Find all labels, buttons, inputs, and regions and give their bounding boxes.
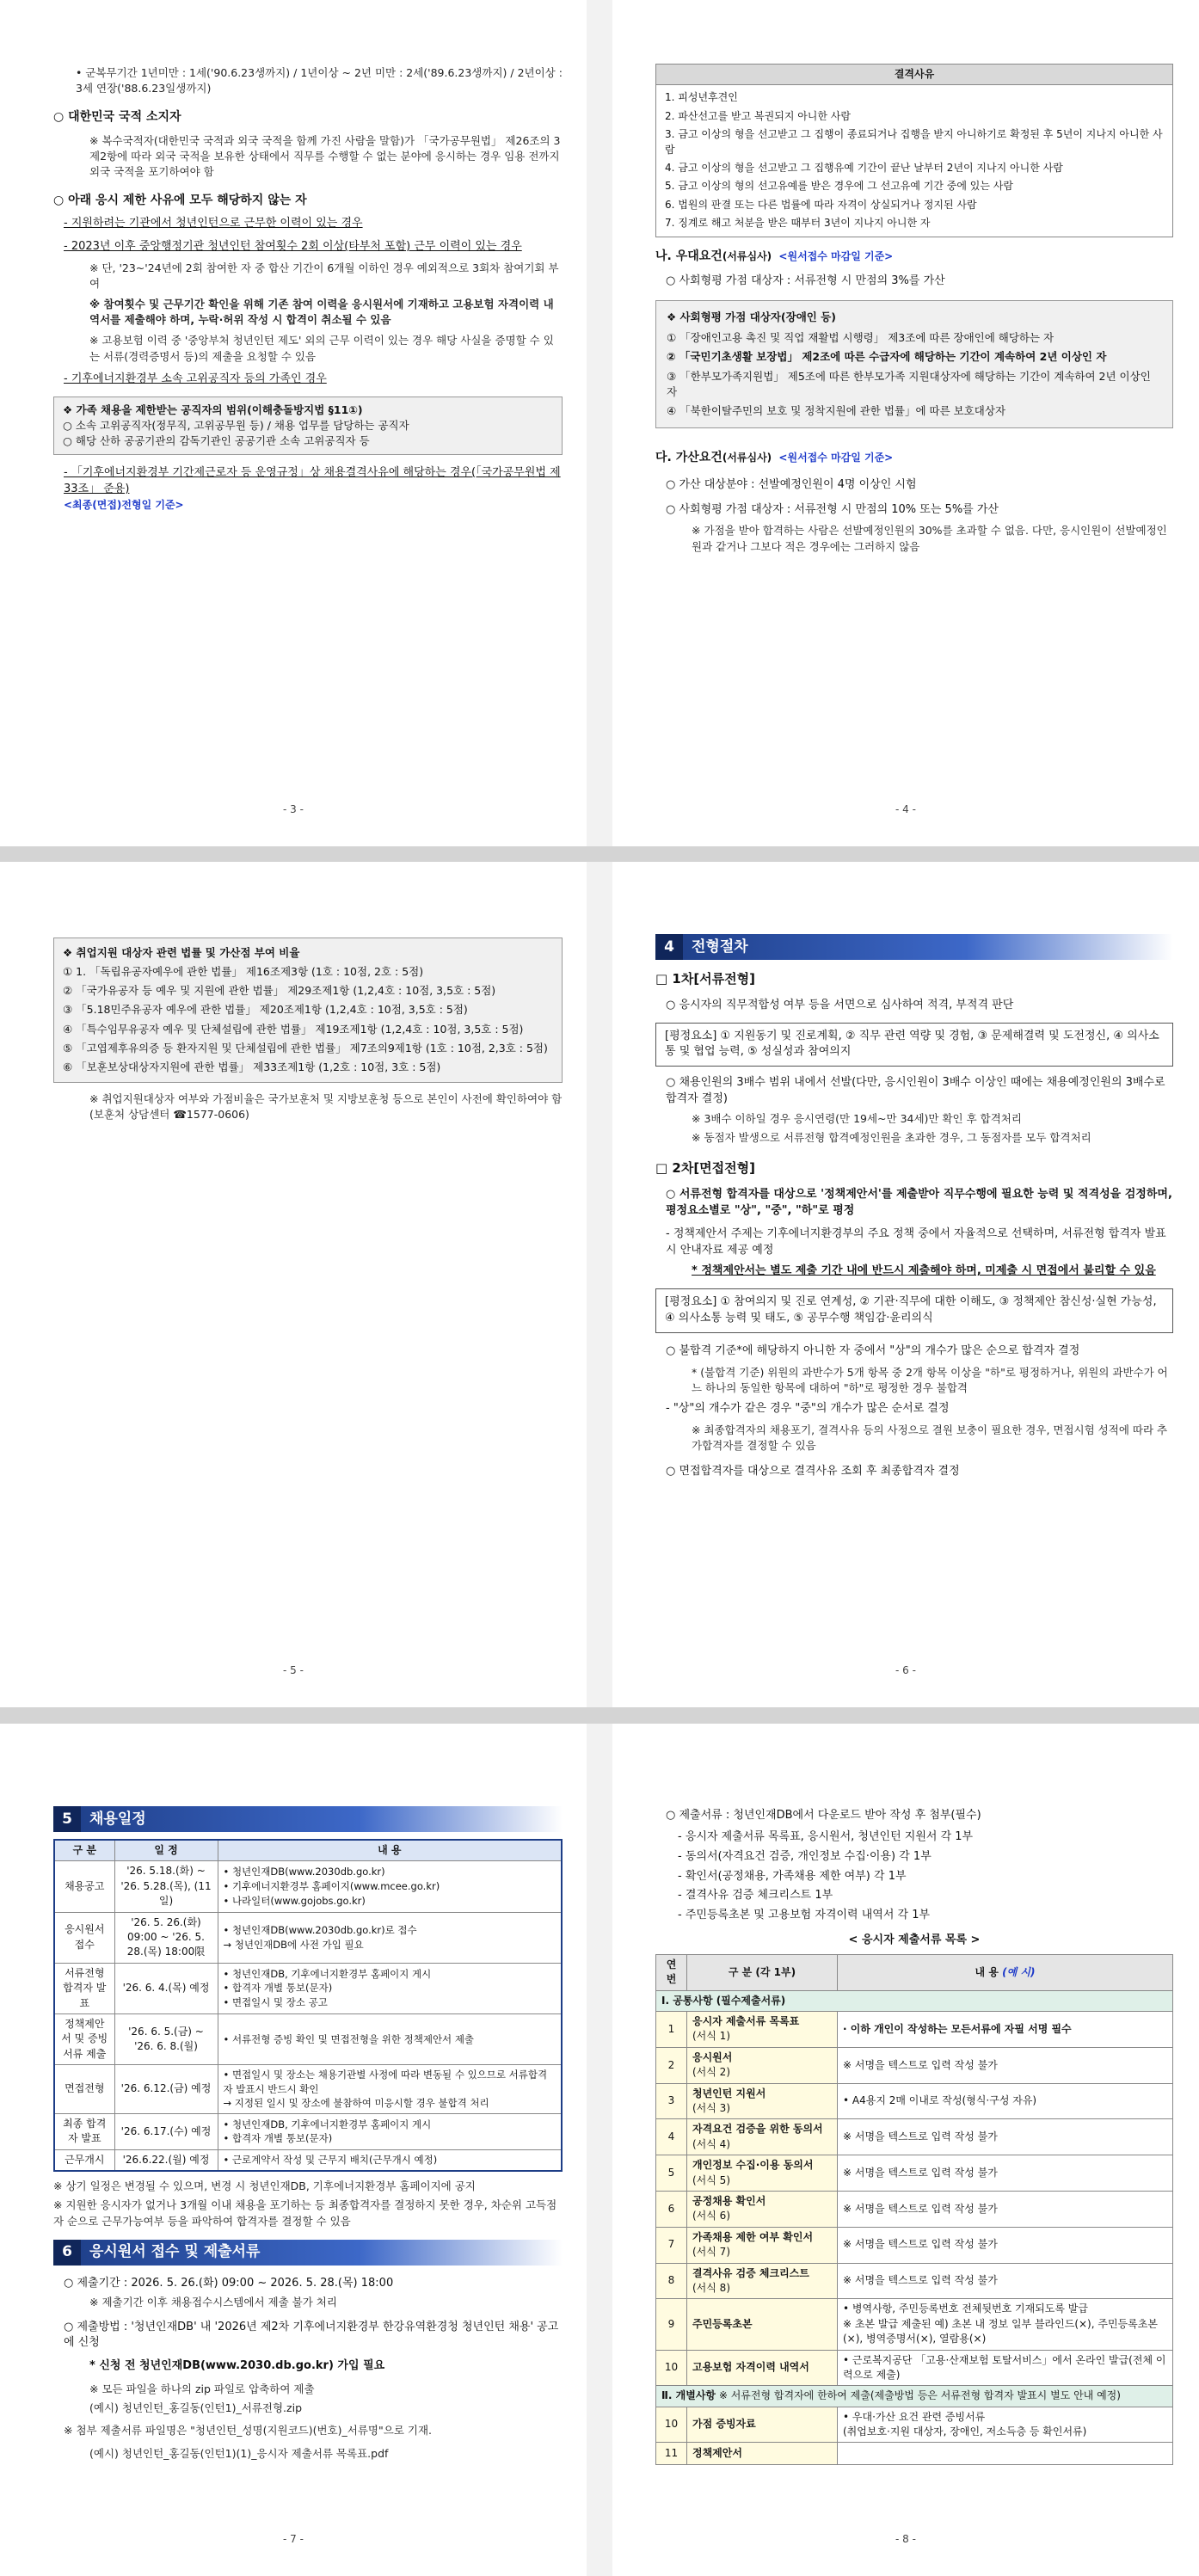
restriction-2: - 2023년 이후 중앙행정기관 청년인턴 참여횟수 2회 이상(타부처 포함) 근무 이력이 있는 경우 xyxy=(64,240,522,254)
documents-row xyxy=(656,2012,1173,2048)
documents-col-header: 구 분 (각 1부) xyxy=(687,1954,838,1990)
documents-row-number: 4 xyxy=(656,2119,687,2155)
stage-2-dash-1: - 정책제안서 주제는 기후에너지환경부의 주요 정책 중에서 자율적으로 선택하며, 서류전형 합격자 발표 시 안내자료 제공 예정 xyxy=(666,1227,1166,1257)
documents-row xyxy=(656,2083,1173,2119)
documents-row-detail xyxy=(838,2443,1173,2465)
documents-row-name: 정책제안서 xyxy=(687,2443,838,2465)
document-form-no: (서식 5) xyxy=(692,2173,730,2186)
stage-2-heading: □ 2차[면접전형] xyxy=(655,1160,755,1177)
document-line: - 응시자 제출서류 목록표, 응시원서, 청년인턴 지원서 각 1부 xyxy=(678,1829,974,1843)
schedule-row xyxy=(54,1963,562,2013)
submission-method: ○ 제출방법 : '청년인재DB' 내 '2026년 제2차 기후에너지환경부 한강유역환경청 청년인턴 채용' 공고에 신청 xyxy=(64,2320,559,2350)
disqualification-table-title: 결격사유 xyxy=(656,65,1173,85)
disqualification-item: 5. 금고 이상의 형의 선고유예를 받은 경우에 그 선고유예 기간 중에 있는 사람 xyxy=(665,180,1013,193)
family-hiring-item-2: ○ 해당 산하 공공기관의 감독기관인 공공기관 소속 고위공직자 등 xyxy=(63,433,370,447)
military-service-line: • 군복무기간 1년미만 : 1세('90.6.23생까지) / 1년이상 ~ 2년 미만 : 2세('89.6.23생까지) / 2년이상 : 3세 연장('88.6.23일생까지) xyxy=(76,66,563,95)
section-number: 4 xyxy=(655,934,683,960)
documents-row-detail: • 병역사항, 주민등록번호 전체뒷번호 기재되도록 발급 ※ 초본 발급 제출된 예) 초본 내 정보 일부 블라인드(×), 주민등록초본(×), 병역증명서(×), 열람용(×) xyxy=(838,2299,1173,2350)
family-hiring-item-1: ○ 소속 고위공직자(정무직, 고위공무원 등) / 채용 업무를 담당하는 공직자 xyxy=(63,418,409,432)
documents-row-name xyxy=(687,2191,838,2227)
page-3 xyxy=(0,0,587,846)
schedule-note-2: ※ 지원한 응시자가 없거나 3개월 이내 채용을 포기하는 등 최종합격자를 결정하지 못한 경우, 차순위 고득점자 순으로 근무가능여부 등을 파악하여 합격자를 결정할 수 있음 xyxy=(53,2198,557,2228)
document-form-no: (서식 6) xyxy=(692,2210,730,2222)
additional-heading: 다. 가산요건(서류심사) <원서접수 마감일 기준> xyxy=(655,450,894,464)
schedule-detail: • 청년인재DB, 기후에너지환경부 홈페이지 게시 • 합격자 개별 통보(문자) • 면접일시 및 장소 공고 xyxy=(218,1963,562,2013)
spread-pages-3-4 xyxy=(0,0,1199,846)
schedule-date: '26. 6. 5.(금) ~ '26. 6. 8.(월) xyxy=(114,2013,218,2064)
documents-row xyxy=(656,2263,1173,2299)
document-title: 주민등록초본 xyxy=(692,2317,753,2330)
schedule-stage: 응시원서 접수 xyxy=(54,1912,114,1963)
restriction-2-note-1: ※ 단, '23~'24년에 2회 참여한 자 중 합산 기간이 6개월 이하인 경우 예외적으로 3회차 참여기회 부여 xyxy=(89,261,559,291)
documents-category-individual: Ⅱ. 개별사항 ※ 서류전형 합격자에 한하여 제출(제출방법 등은 서류전형 합격자 발표시 별도 안내 예정) xyxy=(656,2386,1173,2407)
stage-2-desc: ○ 서류전형 합격자를 대상으로 '정책제안서'를 제출받아 직무수행에 필요한 능력 및 적격성을 검정하며, 평정요소별로 "상", "중", "하"로 평정 xyxy=(666,1187,1172,1217)
document-form-no: (서식 2) xyxy=(692,2066,730,2079)
schedule-row xyxy=(54,2065,562,2114)
document-line: - 결격사유 검증 체크리스트 1부 xyxy=(678,1889,833,1903)
family-hiring-box xyxy=(53,397,563,455)
veteran-law-item: ① 1. 「독립유공자예우에 관한 법률」 제16조제3항 (1호 : 10점, 2호 : 5점) xyxy=(63,965,424,979)
veteran-benefit-box-title: ❖ 취업지원 대상자 관련 법률 및 가산점 부여 비율 xyxy=(63,946,300,959)
documents-row-name xyxy=(687,2047,838,2083)
documents-row-number: 1 xyxy=(656,2012,687,2048)
document-title: 공정채용 확인서 xyxy=(692,2194,766,2207)
documents-row xyxy=(656,2155,1173,2192)
social-equity-item: ① 「장애인고용 촉진 및 직업 재활법 시행령」 제3조에 따른 장애인에 해당하는 자 xyxy=(667,331,1055,345)
disqualification-table xyxy=(655,64,1173,237)
document-line: - 주민등록초본 및 고용보험 자격이력 내역서 각 1부 xyxy=(678,1909,931,1922)
documents-row-detail: • 우대·가산 요건 관련 증빙서류 (취업보호·지원 대상자, 장애인, 저소득층 등 확인서류) xyxy=(838,2407,1173,2443)
section-title: 응시원서 접수 및 제출서류 xyxy=(89,2243,261,2261)
page-number: - 7 - xyxy=(283,2532,304,2545)
page-gutter xyxy=(587,0,612,846)
document-form-no: (서식 7) xyxy=(692,2246,730,2259)
documents-row-detail: ※ 서명을 텍스트로 입력 작성 불가 xyxy=(838,2047,1173,2083)
documents-row-name xyxy=(687,2155,838,2192)
page-7 xyxy=(0,1724,587,2576)
stage-2-criteria-box: [평정요소] ① 참여의지 및 진로 연계성, ② 기관·직무에 대한 이해도, ③ 정책제안 참신성·실현 가능성, ④ 의사소통 능력 및 태도, ⑤ 공무수행 책임감·윤리의식 xyxy=(655,1288,1173,1333)
schedule-date: '26. 6. 4.(목) 예정 xyxy=(114,1963,218,2013)
documents-row-name xyxy=(687,2012,838,2048)
additional-item-1: ○ 가산 대상분야 : 선발예정인원이 4명 이상인 시험 xyxy=(666,477,917,491)
schedule-row xyxy=(54,2114,562,2150)
schedule-detail: • 서류전형 증빙 확인 및 면접전형을 위한 정책제안서 제출 xyxy=(218,2013,562,2064)
schedule-date: '26. 6.17.(수) 예정 xyxy=(114,2114,218,2150)
filename-example: (예시) 청년인턴_홍길동(인턴1)(1)_응시자 제출서류 목록표.pdf xyxy=(89,2446,389,2460)
stage-1-note-2: ※ 동점자 발생으로 서류전형 합격예정인원을 초과한 경우, 그 동점자를 모두 합격처리 xyxy=(692,1131,1091,1145)
schedule-date: '26.6.22.(월) 예정 xyxy=(114,2149,218,2171)
schedule-note-1: ※ 상기 일정은 변경될 수 있으며, 변경 시 청년인재DB, 기후에너지환경부 홈페이지에 공지 xyxy=(53,2179,476,2193)
schedule-col-header: 일 정 xyxy=(114,1840,218,1861)
page-gutter xyxy=(587,862,612,1707)
zip-note: ※ 모든 파일을 하나의 zip 파일로 압축하여 제출 xyxy=(89,2382,315,2396)
documents-row-detail: • 근로복지공단 「고용·산재보험 토탈서비스」에서 온라인 발급(전체 이력으로 제출) xyxy=(838,2350,1173,2386)
documents-row-name xyxy=(687,2299,838,2350)
documents-row-number: 5 xyxy=(656,2155,687,2192)
schedule-stage: 최종 합격자 발표 xyxy=(54,2114,114,2150)
documents-row-name xyxy=(687,2083,838,2119)
document-form-no: (서식 4) xyxy=(692,2137,730,2150)
disqualification-item: 3. 금고 이상의 형을 선고받고 그 집행이 종료되거나 집행을 받지 아니하기로 확정된 후 5년이 지나지 아니한 사람 xyxy=(665,128,1163,156)
documents-row xyxy=(656,2350,1173,2386)
schedule-detail: • 청년인재DB(www.2030db.go.kr) • 기후에너지환경부 홈페이지(www.mcee.go.kr) • 나라일터(www.gojobs.go.kr) xyxy=(218,1861,562,1912)
section-title: 전형절차 xyxy=(692,938,748,956)
restriction-4: - 「기후에너지환경부 기간제근로자 등 운영규정」상 채용결격사유에 해당하는 경우(「국가공무원법 제33조」 준용) xyxy=(64,465,561,495)
section-number: 5 xyxy=(53,1806,81,1832)
document-title: 응시자 제출서류 목록표 xyxy=(692,2015,800,2028)
stage-2-dash-2: * 정책제안서는 별도 제출 기간 내에 반드시 제출해야 하며, 미제출 시 면접에서 불리할 수 있음 xyxy=(692,1264,1156,1278)
stage-1-note-1: ※ 3배수 이하일 경우 응시연령(만 19세~만 34세)만 확인 후 합격처리 xyxy=(692,1111,1022,1125)
disqualification-list xyxy=(656,85,1173,237)
documents-row xyxy=(656,2227,1173,2263)
preference-heading: 나. 우대요건(서류심사) <원서접수 마감일 기준> xyxy=(655,249,894,263)
restriction-1: - 지원하려는 기관에서 청년인턴으로 근무한 이력이 있는 경우 xyxy=(64,217,363,231)
documents-row-detail: • A4용지 2매 이내로 작성(형식·구성 자유) xyxy=(838,2083,1173,2119)
section-5-header xyxy=(53,1806,563,1832)
page-6 xyxy=(612,862,1199,1707)
disqualification-item: 7. 징계로 해고 처분을 받은 때부터 3년이 지나지 아니한 자 xyxy=(665,217,931,230)
schedule-date: '26. 6.12.(금) 예정 xyxy=(114,2065,218,2114)
veteran-law-item: ⑤ 「고엽제후유의증 등 환자지원 및 단체설립에 관한 법률」 제7조의9제1항 (1호 : 10점, 2,3호 : 5점) xyxy=(63,1041,548,1054)
social-equity-item: ② 「국민기초생활 보장법」 제2조에 따른 수급자에 해당하는 기간이 계속하여 2년 이상인 자 xyxy=(667,350,1107,364)
section-number: 6 xyxy=(53,2240,81,2266)
social-equity-box xyxy=(655,300,1173,428)
restriction-3: - 기후에너지환경부 소속 고위공직자 등의 가족인 경우 xyxy=(64,372,327,385)
documents-row-number: 10 xyxy=(656,2350,687,2386)
section-title: 채용일정 xyxy=(89,1810,146,1828)
schedule-row xyxy=(54,2149,562,2171)
schedule-stage: 채용공고 xyxy=(54,1861,114,1912)
document-title: 응시원서 xyxy=(692,2050,733,2063)
schedule-col-header: 구 분 xyxy=(54,1840,114,1861)
documents-row-number: 9 xyxy=(656,2299,687,2350)
final-decision: ○ 면접합격자를 대상으로 결격사유 조회 후 최종합격자 결정 xyxy=(666,1465,960,1479)
filename-note: ※ 첨부 제출서류 파일명은 "청년인턴_성명(지원코드)(번호)_서류명"으로 기재. xyxy=(64,2424,432,2438)
submission-period-note: ※ 제출기간 이후 채용접수시스템에서 제출 불가 처리 xyxy=(89,2296,337,2309)
page-number: - 5 - xyxy=(283,1663,304,1676)
documents-rows-individual xyxy=(656,2407,1173,2465)
page-gutter xyxy=(587,1724,612,2576)
documents-row xyxy=(656,2191,1173,2227)
disqualification-item: 2. 파산선고를 받고 복권되지 아니한 사람 xyxy=(665,109,851,122)
additional-item-2: ○ 사회형평 가점 대상자 : 서류전형 시 만점의 10% 또는 5%를 가산 xyxy=(666,502,999,516)
documents-row-detail: · 이하 개인이 작성하는 모든서류에 자필 서명 필수 xyxy=(838,2012,1173,2048)
schedule-date: '26. 5. 26.(화) 09:00 ~ '26. 5. 28.(목) 18:00限 xyxy=(114,1912,218,1963)
documents-row-name xyxy=(687,2227,838,2263)
page-number: - 6 - xyxy=(895,1663,916,1676)
schedule-table xyxy=(53,1839,563,2172)
documents-row-detail: ※ 서명을 텍스트로 입력 작성 불가 xyxy=(838,2191,1173,2227)
veteran-law-item: ⑥ 「보훈보상대상자지원에 관한 법률」 제33조제1항 (1,2호 : 10점, 3호 : 5점) xyxy=(63,1060,441,1073)
schedule-stage: 서류전형 합격자 발표 xyxy=(54,1963,114,2013)
documents-table xyxy=(655,1954,1173,2466)
documents-col-header: 내 용 (예 시) xyxy=(838,1954,1173,1990)
page-4 xyxy=(612,0,1199,846)
documents-row-name xyxy=(687,2350,838,2386)
stage-1-heading: □ 1차[서류전형] xyxy=(655,971,755,987)
documents-row xyxy=(656,2443,1173,2465)
veteran-law-item: ② 「국가유공자 등 예우 및 지원에 관한 법률」 제29조제1항 (1,2,4호 : 10점, 3,5호 : 5점) xyxy=(63,984,496,998)
documents-row-name xyxy=(687,2263,838,2299)
schedule-row xyxy=(54,1912,562,1963)
document-title: 개인정보 수집·이용 동의서 xyxy=(692,2159,814,2172)
restriction-2-note-3: ※ 고용보험 이력 중 '중앙부처 청년인턴 제도' 외의 근무 이력이 있는 경우 해당 사실을 증명할 수 있는 서류(경력증명서 등)의 제출을 요청할 수 있음 xyxy=(89,334,554,363)
documents-row-detail: ※ 서명을 텍스트로 입력 작성 불가 xyxy=(838,2227,1173,2263)
document-line: - 동의서(자격요건 검증, 개인정보 수집·이용) 각 1부 xyxy=(678,1849,932,1863)
nationality-heading: ○ 대한민국 국적 소지자 xyxy=(53,110,181,125)
documents-heading: ○ 제출서류 : 청년인재DB에서 다운로드 받아 작성 후 첨부(필수) xyxy=(666,1809,981,1822)
documents-row xyxy=(656,2047,1173,2083)
section-4-header xyxy=(655,934,1173,960)
schedule-detail: • 청년인재DB, 기후에너지환경부 홈페이지 게시 • 합격자 개별 통보(문자) xyxy=(218,2114,562,2150)
stage-2-additional-note: ※ 최종합격자의 채용포기, 결격사유 등의 사정으로 결원 보충이 필요한 경우, 면접시험 성적에 따라 추가합격자를 결정할 수 있음 xyxy=(692,1423,1168,1452)
documents-row-number: 2 xyxy=(656,2047,687,2083)
schedule-stage: 근무개시 xyxy=(54,2149,114,2171)
submission-period: ○ 제출기간 : 2026. 5. 26.(화) 09:00 ~ 2026. 5. 28.(목) 18:00 xyxy=(64,2276,394,2290)
documents-row-number: 7 xyxy=(656,2227,687,2263)
submission-method-note: * 신청 전 청년인재DB(www.2030.db.go.kr) 가입 필요 xyxy=(89,2359,385,2373)
documents-table-caption: < 응시자 제출서류 목록 > xyxy=(848,1934,981,1947)
document-title: 고용보험 자격이력 내역서 xyxy=(692,2361,809,2374)
restriction-4-tag: <최종(면접)전형일 기준> xyxy=(64,498,184,511)
documents-rows xyxy=(656,2012,1173,2386)
stage-2-fail-criteria: * (불합격 기준) 위원의 과반수가 5개 항목 중 2개 항목 이상을 "하"로 평정하거나, 위원의 과반수가 어느 하나의 동일한 항목에 대하여 "하"로 평정한 경우 불합격 xyxy=(692,1365,1168,1394)
documents-category-common: Ⅰ. 공통사항 (필수제출서류) xyxy=(656,1990,1173,2011)
disqualification-item: 6. 법원의 판결 또는 다른 법률에 따라 자격이 상실되거나 정지된 사람 xyxy=(665,198,977,211)
documents-row-number: 3 xyxy=(656,2083,687,2119)
documents-col-header: 연번 xyxy=(656,1954,687,1990)
documents-row-number: 11 xyxy=(656,2443,687,2465)
stage-2-pass-rule: ○ 불합격 기준*에 해당하지 아니한 자 중에서 "상"의 개수가 많은 순으로 합격자 결정 xyxy=(666,1343,1080,1357)
schedule-date: '26. 5.18.(화) ~ '26. 5.28.(목), (11일) xyxy=(114,1861,218,1912)
section-6-header xyxy=(53,2240,563,2266)
zip-example: (예시) 청년인턴_홍길동(인턴1)_서류전형.zip xyxy=(89,2401,303,2415)
stage-2-tie-rule: - "상"의 개수가 같은 경우 "중"의 개수가 많은 순서로 결정 xyxy=(666,1401,950,1415)
document-title: 가족채용 제한 여부 확인서 xyxy=(692,2230,814,2243)
documents-row-number: 8 xyxy=(656,2263,687,2299)
document-title: 자격요건 검증을 위한 동의서 xyxy=(692,2123,823,2136)
documents-row-name xyxy=(687,2119,838,2155)
documents-row-number: 10 xyxy=(656,2407,687,2443)
spread-pages-7-8 xyxy=(0,1724,1199,2576)
schedule-detail: • 청년인재DB(www.2030db.go.kr)로 접수 → 청년인재DB에 사전 가입 필요 xyxy=(218,1912,562,1963)
social-equity-box-title: ❖ 사회형평 가점 대상자(장애인 등) xyxy=(667,310,837,324)
documents-row xyxy=(656,2299,1173,2350)
schedule-row xyxy=(54,1861,562,1912)
veteran-note: ※ 취업지원대상자 여부와 가점비율은 국가보훈처 및 지방보훈청 등으로 본인이 사전에 확인하여야 함(보훈처 상담센터 ☎1577-0606) xyxy=(89,1091,563,1121)
document-form-no: (서식 8) xyxy=(692,2281,730,2294)
veteran-law-item: ③ 「5.18민주유공자 예우에 관한 법률」 제20조제1항 (1,2,4호 : 10점, 3,5호 : 5점) xyxy=(63,1003,468,1017)
documents-row-number: 6 xyxy=(656,2191,687,2227)
restriction-heading: ○ 아래 응시 제한 사유에 모두 해당하지 않는 자 xyxy=(53,193,307,207)
restriction-2-note-2: ※ 참여횟수 및 근무기간 확인을 위해 기존 참여 이력을 응시원서에 기재하고 고용보험 자격이력 내역서를 제출해야 하며, 누락·허위 작성 시 합격이 취소될 수 있음 xyxy=(89,298,554,327)
stage-1-criteria-box: [평정요소] ① 지원동기 및 진로계획, ② 직무 관련 역량 및 경험, ③ 문제해결력 및 도전정신, ④ 의사소통 및 협업 능력, ⑤ 성실성과 참여의지 xyxy=(655,1023,1173,1067)
spread-pages-5-6 xyxy=(0,862,1199,1707)
page-number: - 4 - xyxy=(895,802,916,815)
page-number: - 3 - xyxy=(283,802,304,815)
family-hiring-box-title: ❖ 가족 채용을 제한받는 공직자의 범위(이해충돌방지법 §11①) xyxy=(63,403,363,416)
schedule-detail: • 근로계약서 작성 및 근무지 배치(근무개시 예정) xyxy=(218,2149,562,2171)
documents-row-name: 가점 증빙자료 xyxy=(687,2407,838,2443)
preference-item-1: ○ 사회형평 가점 대상자 : 서류전형 시 만점의 3%를 가산 xyxy=(666,274,945,288)
stage-1-desc: ○ 응시자의 직무적합성 여부 등을 서면으로 심사하여 적격, 부적격 판단 xyxy=(666,998,1014,1011)
disqualification-item: 4. 금고 이상의 형을 선고받고 그 집행유예 기간이 끝난 날부터 2년이 지나지 아니한 사람 xyxy=(665,161,1063,174)
additional-note: ※ 가점을 받아 합격하는 사람은 선발예정인원의 30%를 초과할 수 없음. 다만, 응시인원이 선발예정인원과 같거나 그보다 적은 경우에는 그러하지 않음 xyxy=(692,524,1167,553)
documents-row-detail: ※ 서명을 텍스트로 입력 작성 불가 xyxy=(838,2155,1173,2192)
social-equity-item: ③ 「한부모가족지원법」 제5조에 따른 한부모가족 지원대상자에 해당하는 기간이 계속하여 2년 이상인 자 xyxy=(667,369,1151,398)
disqualification-item: 1. 피성년후견인 xyxy=(665,91,738,104)
schedule-rows xyxy=(54,1861,562,2171)
documents-row-detail: ※ 서명을 텍스트로 입력 작성 불가 xyxy=(838,2263,1173,2299)
schedule-detail: • 면접일시 및 장소는 채용기관별 사정에 따라 변동될 수 있으므로 서류합격자 발표시 반드시 확인 → 지정된 일시 및 장소에 불참하여 미응시할 경우 불합격 처리 xyxy=(218,2065,562,2114)
document-title: 결격사유 검증 체크리스트 xyxy=(692,2266,809,2279)
document-title: 청년인턴 지원서 xyxy=(692,2087,766,2100)
schedule-stage: 정책제안서 및 증빙서류 제출 xyxy=(54,2013,114,2064)
dual-nationality-note: ※ 복수국적자(대한민국 국적과 외국 국적을 함께 가진 사람을 말함)가 「국가공무원법」 제26조의 3 제2항에 따라 외국 국적을 보유한 상태에서 직무를 수행할 수 없는 분야에 응시하는 경우 임용 전까지 외국 국적을 포기하여야 함 xyxy=(89,133,561,178)
document-form-no: (서식 3) xyxy=(692,2102,730,2115)
page-number: - 8 - xyxy=(895,2532,916,2545)
schedule-col-header: 내 용 xyxy=(218,1840,562,1861)
schedule-stage: 면접전형 xyxy=(54,2065,114,2114)
document-form-no: (서식 1) xyxy=(692,2030,730,2043)
veteran-benefit-box xyxy=(53,938,563,1083)
documents-row-detail: ※ 서명을 텍스트로 입력 작성 불가 xyxy=(838,2119,1173,2155)
page-8 xyxy=(612,1724,1199,2576)
schedule-row xyxy=(54,2013,562,2064)
page-5 xyxy=(0,862,587,1707)
documents-row xyxy=(656,2407,1173,2443)
social-equity-item: ④ 「북한이탈주민의 보호 및 정착지원에 관한 법률」에 따른 보호대상자 xyxy=(667,403,1006,417)
veteran-law-item: ④ 「특수임무유공자 예우 및 단체설립에 관한 법률」 제19조제1항 (1,2,4호 : 10점, 3,5호 : 5점) xyxy=(63,1022,524,1036)
stage-1-selection: ○ 채용인원의 3배수 범위 내에서 선발(다만, 응시인원이 3배수 이상인 때에는 채용예정인원의 3배수로 합격자 결정) xyxy=(666,1076,1165,1106)
documents-row xyxy=(656,2119,1173,2155)
document-line: - 확인서(공정채용, 가족채용 제한 여부) 각 1부 xyxy=(678,1869,907,1883)
